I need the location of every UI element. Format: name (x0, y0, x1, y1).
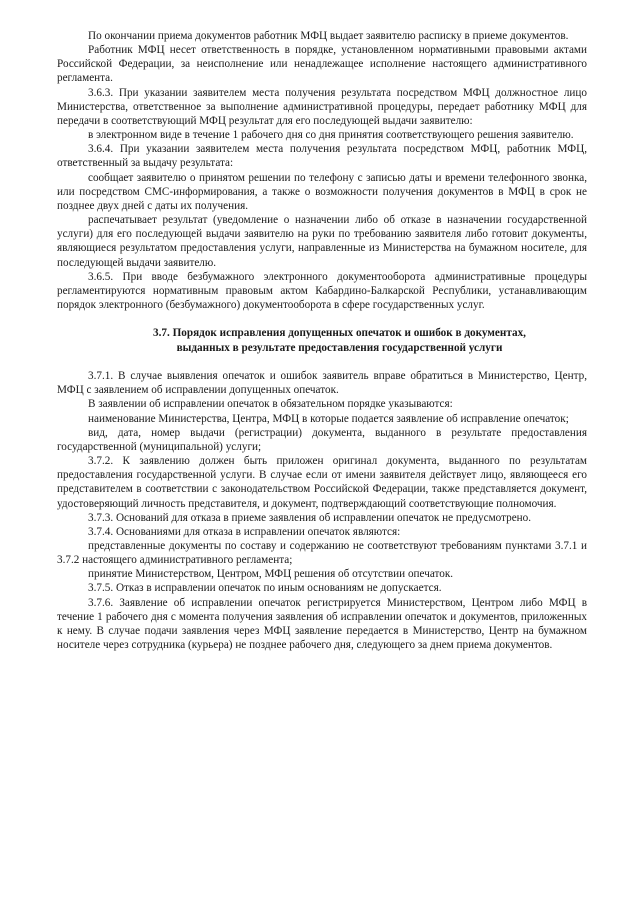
paragraph: в электронном виде в течение 1 рабочего дня со дня принятия соответствующего решения заявителю. (88, 129, 574, 142)
paragraph: 3.7.6. Заявление об исправлении опечаток регистрируется Министерством, Центром либо МФЦ в течение 1 рабочего дня с момента получения заявления об исправлении опечаток и документов, приложенных к нему. В случае подачи заявления через МФЦ заявление передается в Министерство, Центр на бумажном носителе через сотрудника (курьера) не позднее рабочего дня, следующего за днем приема документов. (57, 596, 587, 652)
paragraph: По окончании приема документов работник МФЦ выдает заявителю расписку в приеме документов. (88, 30, 569, 42)
spacer (57, 312, 587, 326)
document-body (57, 29, 587, 652)
paragraph: 3.7.1. В случае выявления опечаток и ошибок заявитель вправе обратиться в Министерство, Центр, МФЦ с заявлением об исправлении допущенных опечаток. (57, 370, 587, 397)
paragraph: 3.6.5. При вводе безбумажного электронного документооборота административные процедуры регламентируются нормативным правовым актом Кабардино-Балкарской Республики, устанавливающим порядок электронного (безбумажного) документооборота в сфере государственных услуг. (57, 270, 587, 311)
paragraph: 3.7.2. К заявлению должен быть приложен оригинал документа, выданного по результатам предоставления государственной услуги. В случае если от имени заявителя действует лицо, являющееся его представителем в соответствии с законодательством Российской Федерации, также представляется документ, удостоверяющий личность представителя, и документ, подтверждающий соответствующие полномочия. (57, 455, 587, 510)
section-heading-line-2: выданных в результате предоставления государственной услуги (176, 341, 503, 354)
paragraph: принятие Министерством, Центром, МФЦ решения об отсутствии опечаток. (88, 568, 454, 581)
paragraph: наименование Министерства, Центра, МФЦ в которые подается заявление об исправление опечаток; (88, 412, 569, 425)
paragraph: 3.6.4. При указании заявителем места получения результата посредством МФЦ, работник МФЦ, ответственный за выдачу результата: (57, 143, 587, 170)
paragraph: В заявлении об исправлении опечаток в обязательном порядке указываются: (88, 398, 453, 411)
paragraph: представленные документы по составу и содержанию не соответствуют требованиям пунктами 3.7.1 и 3.7.2 настоящего административного регламента; (57, 540, 587, 567)
paragraph: сообщает заявителю о принятом решении по телефону с записью даты и времени телефонного звонка, или посредством СМС-информирования, а также о возможности получения документов в МФЦ в срок не позднее двух дней с даты их получения. (57, 171, 587, 212)
paragraph: распечатывает результат (уведомление о назначении либо об отказе в назначении государственной услуги) для его последующей выдачи заявителю на руки по требованию заявителя либо готовит документы, являющиеся результатом предоставления услуги, направленные из Министерства на бумажном носителе, для последующей выдачи заявителю. (57, 214, 587, 269)
paragraph: 3.7.3. Оснований для отказа в приеме заявления об исправлении опечаток не предусмотрено. (88, 511, 532, 524)
paragraph: 3.7.5. Отказ в исправлении опечаток по иным основаниям не допускается. (88, 582, 442, 595)
section-heading-line-1: 3.7. Порядок исправления допущенных опечаток и ошибок в документах, (153, 327, 526, 340)
section-heading (57, 326, 587, 355)
paragraph: вид, дата, номер выдачи (регистрации) документа, выданного в результате предоставления государственной (муниципальной) услуги; (57, 426, 587, 453)
spacer (57, 355, 587, 369)
paragraph: 3.7.4. Основаниями для отказа в исправлении опечаток являются: (88, 525, 401, 538)
paragraph: 3.6.3. При указании заявителем места получения результата посредством МФЦ должностное лицо Министерства, ответственное за выполнение административной процедуры, передает работнику МФЦ для передачи в соответствующий МФЦ результат для его последующей выдачи заявителю: (57, 86, 587, 127)
paragraph: Работник МФЦ несет ответственность в порядке, установленном нормативными правовыми актами Российской Федерации, за неисполнение или ненадлежащее исполнение настоящего административного регламента. (57, 44, 587, 85)
